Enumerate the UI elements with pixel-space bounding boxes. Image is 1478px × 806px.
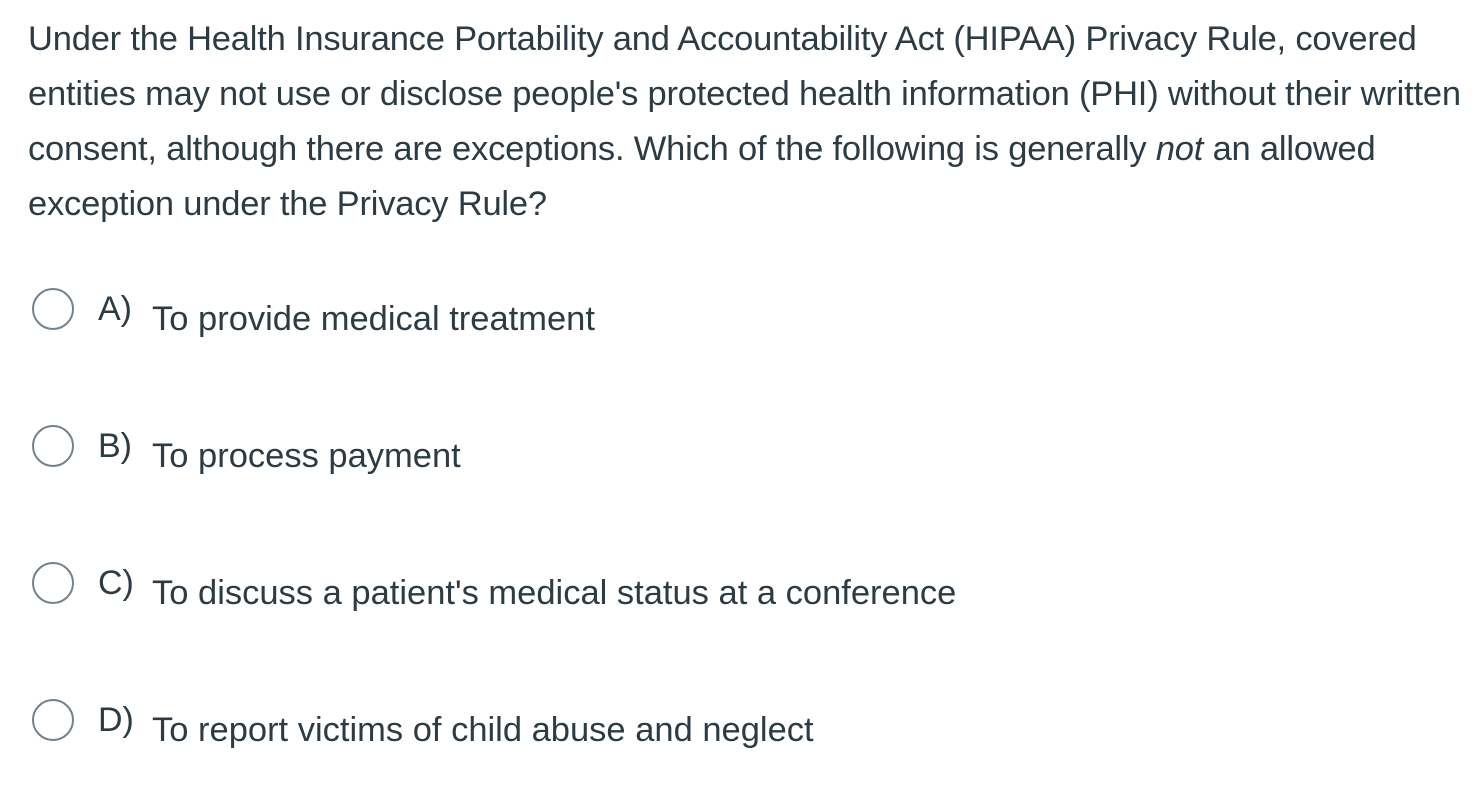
answer-option-a[interactable] <box>32 282 595 342</box>
answer-letter-a: A) <box>98 289 132 328</box>
answer-letter-b: B) <box>98 426 132 465</box>
question-text-part: Under the Health Insurance Portability and Accountability Act (HIPAA) Privacy Rule, covered entities may not use or disclose people's protected health information (PHI) without their written consent, although there are exceptions. Which of the following is generally <box>28 20 1461 168</box>
answer-option-c[interactable] <box>32 556 956 616</box>
answer-letter-d: D) <box>98 700 134 739</box>
question-text-part: an allowed exception under the Privacy Rule? <box>28 130 1376 223</box>
radio-button-a[interactable] <box>32 288 74 330</box>
answer-option-b[interactable] <box>32 419 461 479</box>
answer-text-b[interactable]: To process payment <box>152 436 461 475</box>
radio-button-b[interactable] <box>32 425 74 467</box>
answer-text-a[interactable]: To provide medical treatment <box>152 299 595 338</box>
radio-button-c[interactable] <box>32 562 74 604</box>
question-emphasis: not <box>1155 130 1204 168</box>
answer-text-c[interactable]: To discuss a patient's medical status at a conference <box>152 573 957 612</box>
answer-text-d[interactable]: To report victims of child abuse and neglect <box>152 710 814 749</box>
radio-button-d[interactable] <box>32 699 74 741</box>
answer-option-d[interactable] <box>32 693 814 753</box>
answer-letter-c: C) <box>98 563 134 602</box>
